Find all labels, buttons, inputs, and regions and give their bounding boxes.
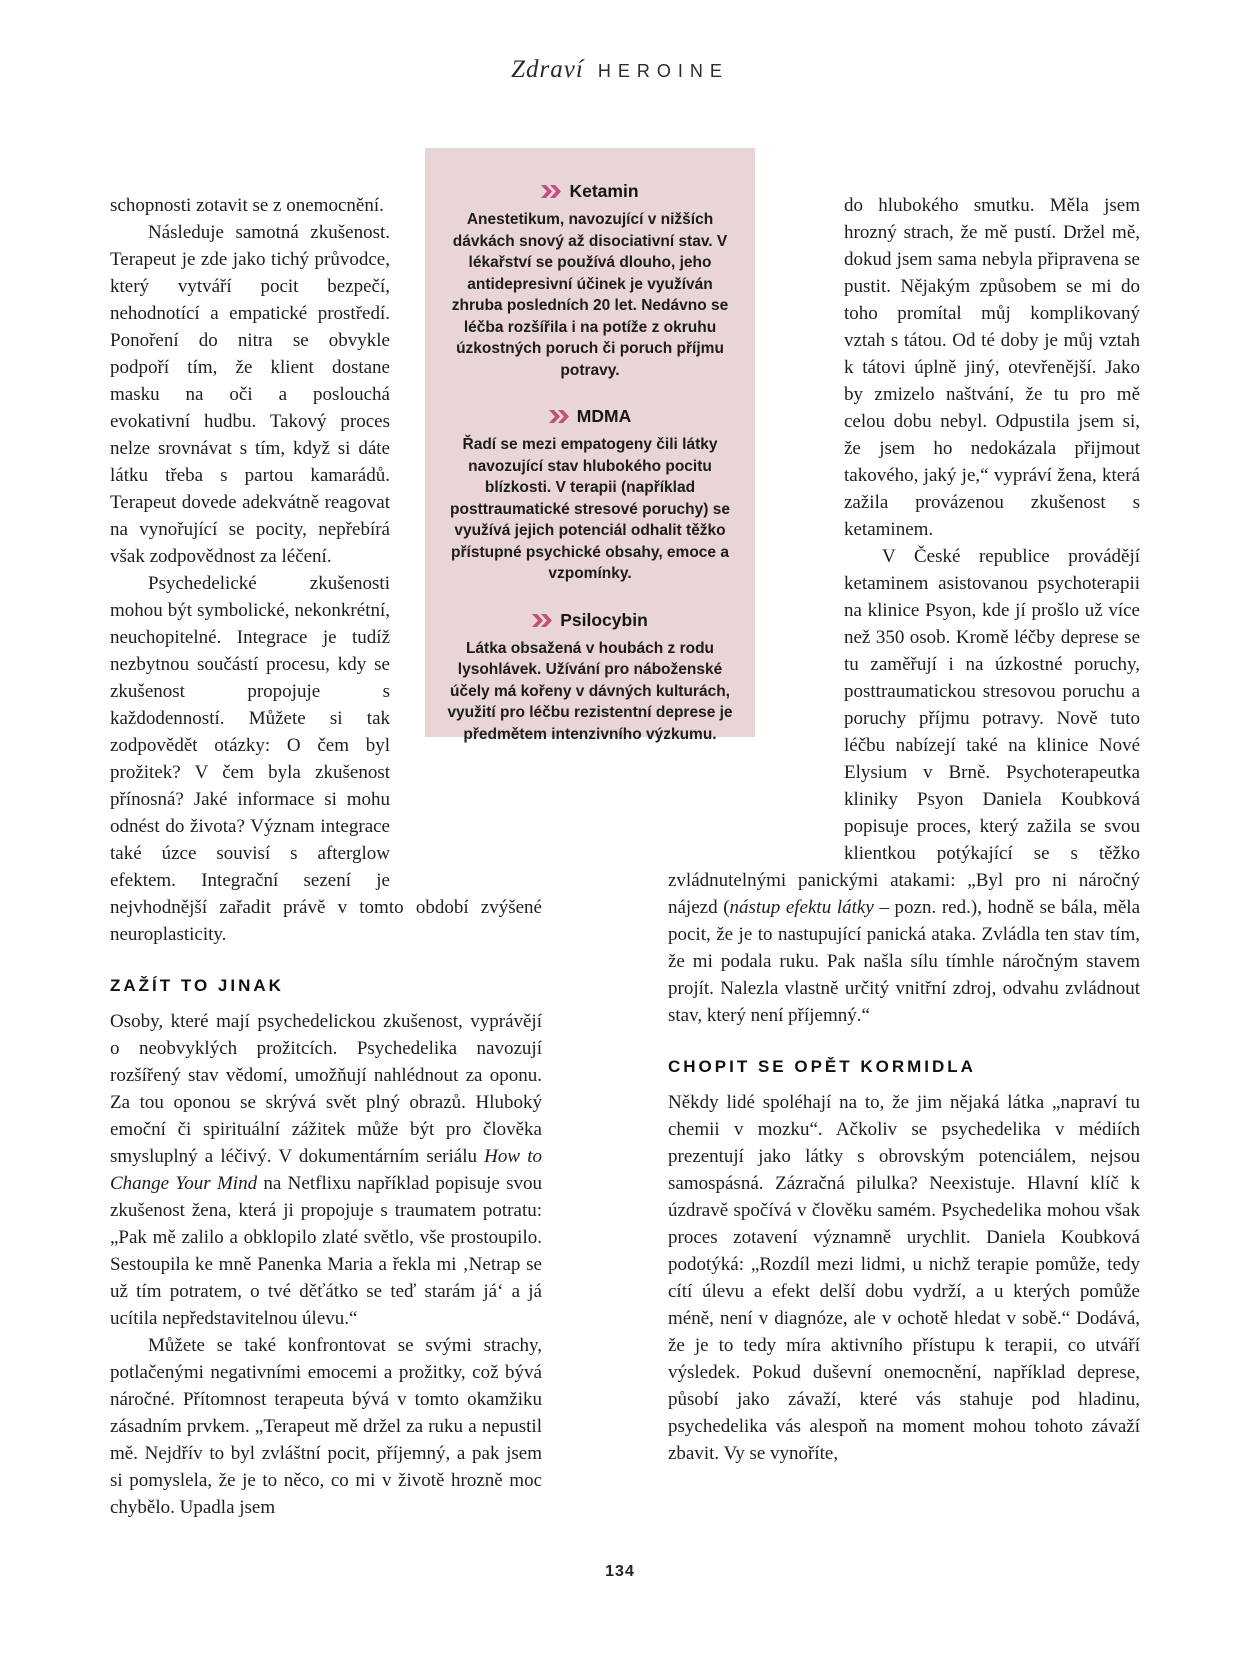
- body-paragraph: Psychedelické zkušenosti mohou být symbolické, nekonkrétní, neuchopitelné. Integrace je tudíž nezbytnou součástí procesu, kdy se zkušenost propojuje s každodenností. Můžete si tak zodpovědět otázky: O čem byl prožitek? V čem byla zkušenost přínosná? Jaké informace si mohu odnést do života? Význam integrace také úzce souvisí s afterglow efektem. Integrační sezení je nejvhodnější zařadit právě v tomto období zvýšené neuroplasticity.: [110, 573, 542, 945]
- magazine-logo: HEROINE: [597, 61, 729, 81]
- double-arrow-icon: [541, 185, 562, 198]
- section-label: Zdraví: [511, 56, 584, 83]
- article-column-left: [110, 192, 542, 1521]
- body-paragraph: Někdy lidé spoléhají na to, že jim nějaká látka „napraví tu chemii v mozku“. Ačkoliv se psychedelika v médiích prezentují jako látky s obrovským potenciálem, nejsou samospásná. Zázračná pilulka? Neexistuje. Hlavní klíč k úzdravě spočívá v člověku samém. Psychedelika mohou však proces zotavení významně urychlit. Daniela Koubková podotýká: „Rozdíl mezi lidmi, u nichž terapie pomůže, tedy cítí úlevu a efekt delší dobu vydrží, a u kterých pomůže méně, není v diagnóze, ale v ochotě hledat v sobě.“ Dodává, že je to tedy míra aktivního přístupu k terapii, co utváří výsledek. Pokud duševní onemocnění, například deprese, působí jako závaží, které vás stahuje pod hladinu, psychedelika vás alespoň na moment mohou tohoto závaží zbavit. Vy se vynoříte,: [668, 1092, 1140, 1464]
- body-paragraph: V České republice provádějí ketaminem asistovanou psychoterapii na klinice Psyon, kde jí prošlo už více než 350 osob. Kromě léčby deprese se tu zaměřují i na úzkostné poruchy, posttraumatickou stresovou poruchu a poruchy příjmu potravy. Nově tuto léčbu nabízejí také na klinice Nové Elysium v Brně. Psychoterapeutka kliniky Psyon Daniela Koubková popisuje proces, který zažila se svou klientkou potýkající se s těžko zvládnutelnými panickými atakami: „Byl pro ni náročný nájezd (nástup efektu látky – pozn. red.), hodně se bála, měla pocit, že je to nastupující panická ataka. Zvládla ten stav tím, že mi podala ruku. Pak našla sílu tímhle náročným stavem projít. Nalezla vlastně určitý vnitřní zdroj, odvahu zvládnout stav, který není příjemný.“: [668, 546, 1141, 1026]
- section-heading-zazit-to-jinak: ZAŽÍT TO JINAK: [110, 976, 284, 995]
- article-column-right: [668, 192, 1140, 1467]
- infobox-wrap-spacer: [668, 192, 844, 852]
- infobox-title-text: Psilocybin: [560, 609, 648, 630]
- page-header: [0, 56, 1240, 84]
- body-paragraph: Následuje samotná zkušenost. Terapeut je zde jako tichý průvodce, který vytváří pocit bezpečí, nehodnotící a empatické prostředí. Ponoření do nitra se obvykle podpoří tím, že klient dostane masku na oči a poslouchá evokativní hudbu. Takový proces nelze srovnávat s tím, když si dáte látku třeba s partou kamarádů. Terapeut dovede adekvátně reagovat na vynořující se pocity, nepřebírá však zodpovědnost za léčení.: [110, 222, 390, 567]
- double-arrow-icon: [549, 410, 570, 423]
- body-paragraph: Osoby, které mají psychedelickou zkušenost, vyprávějí o neobvyklých prožitcích. Psychedelika navozují rozšířený stav vědomí, umožňují nahlédnout za oponu. Za tou oponou se skrývá svět plný obrazů. Hluboký emoční či spirituální zážitek může být pro člověka smysluplný a léčivý. V dokumentárním seriálu How to Change Your Mind na Netflixu například popisuje svou zkušenost žena, která ji propojuje s traumatem potratu: „Pak mě zalilo a obklopilo zlaté světlo, vše prostoupilo. Sestoupila ke mně Panenka Maria a řekla mi ‚Netrap se už tím potratem, o tvé děťátko se teď starám já‘ a já ucítila nepředstavitelnou úlevu.“: [110, 1011, 543, 1329]
- infobox-body: Anestetikum, navozující v nižších dávkách snový až disociativní stav. V lékařství se používá dlouho, jeho antidepresivní účinek je využíván zhruba posledních 20 let. Nedávno se léčba rozšířila i na potíže z okruhu úzkostných poruch či poruch příjmu potravy.: [451, 211, 729, 379]
- infobox-wrap-spacer: [390, 192, 542, 868]
- section-heading-chopit-se-opet-kormidla: CHOPIT SE OPĚT KORMIDLA: [668, 1057, 976, 1076]
- body-paragraph: Můžete se také konfrontovat se svými strachy, potlačenými negativními emocemi a prožitky, což bývá náročné. Přítomnost terapeuta bývá v tomto okamžiku zásadním prvkem. „Terapeut mě držel za ruku a nepustil mě. Nejdřív to byl zvláštní pocit, příjemný, a pak jsem si pomyslela, že je to něco, co mi v životě hrozně moc chybělo. Upadla jsem: [110, 1335, 542, 1518]
- infobox-title-text: MDMA: [576, 406, 632, 426]
- infobox-body: Látka obsažená v houbách z rodu lysohlávek. Užívání pro náboženské účely má kořeny v dávných kulturách, využití pro léčbu rezistentní deprese je předmětem intenzivního výzkumu.: [447, 639, 733, 743]
- infobox-title-text: Ketamin: [569, 181, 639, 201]
- page-number: 134: [605, 1563, 635, 1580]
- body-paragraph: do hlubokého smutku. Měla jsem hrozný strach, že mě pustí. Držel mě, dokud jsem sama nebyla připravena se pustit. Nějakým způsobem se mi do toho promítal můj komplikovaný vztah s tátou. Od té doby je můj vztah k tátovi úplně jiný, otevřenější. Jako by zmizelo naštvání, že tu pro mě celou dobu nebyl. Odpustila jsem si, že jsem ho nedokázala přijmout takového, jaký je,“ vypráví žena, která zažila provázenou zkušenost s ketaminem.: [844, 195, 1140, 540]
- body-paragraph: schopnosti zotavit se z onemocnění.: [110, 195, 384, 216]
- infobox-body: Řadí se mezi empatogeny čili látky navozující stav hlubokého pocitu blízkosti. V terapii (například posttraumatické stresové poruchy) se využívá jejich potenciál odhalit těžko přístupné psychické obsahy, emoce a vzpomínky.: [450, 436, 730, 582]
